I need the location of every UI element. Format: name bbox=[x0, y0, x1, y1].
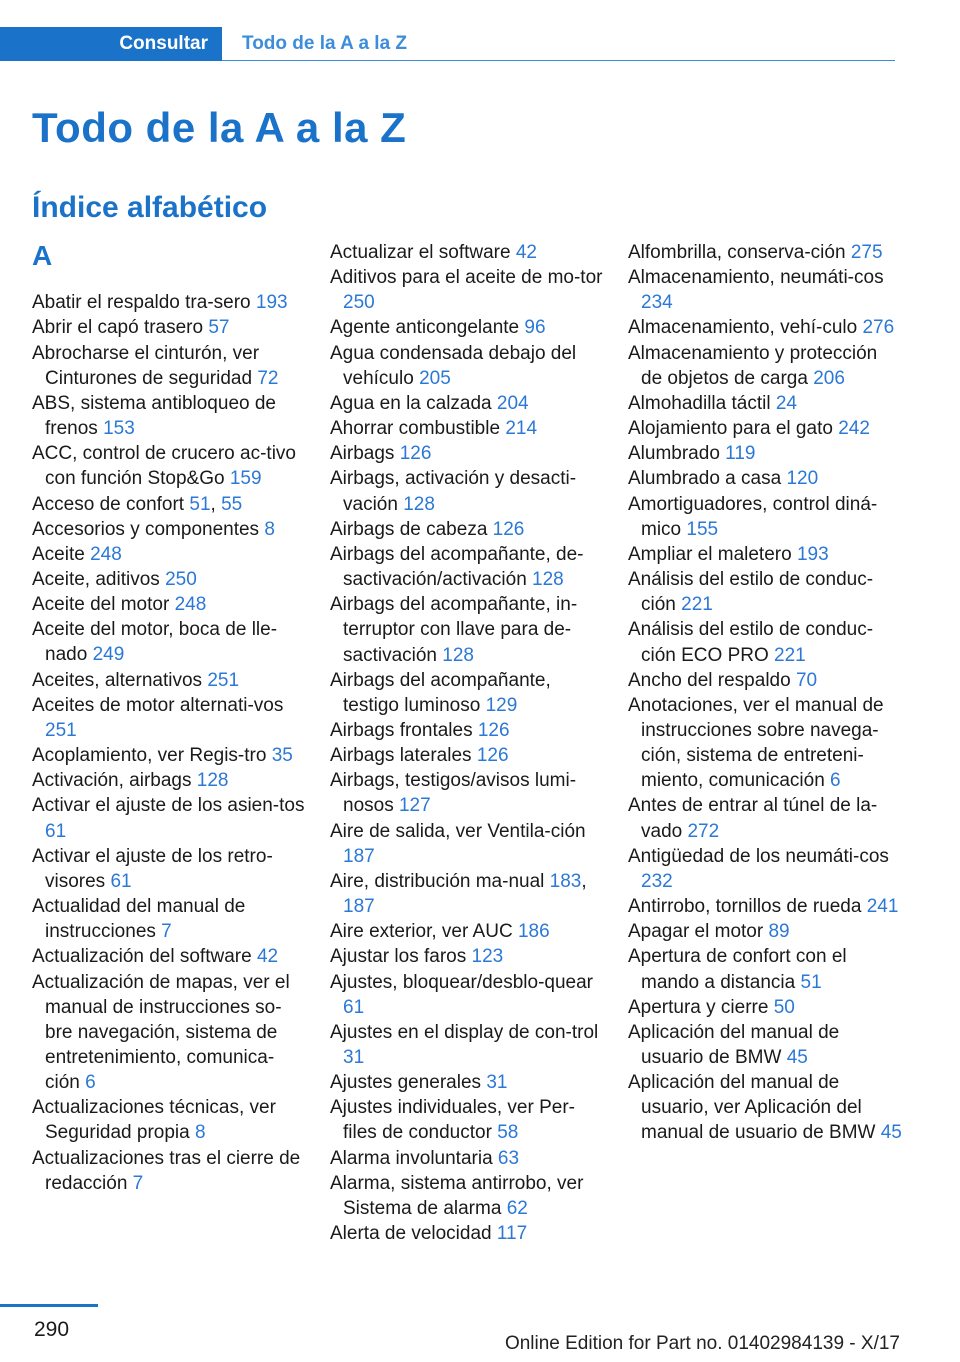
index-entry bbox=[32, 567, 307, 592]
index-entry bbox=[628, 567, 903, 617]
index-entry-term: Acceso de confort bbox=[32, 493, 185, 515]
index-entry bbox=[32, 1146, 307, 1196]
index-entry bbox=[628, 793, 903, 843]
page-link[interactable]: 126 bbox=[477, 719, 510, 741]
index-entry bbox=[32, 970, 307, 1096]
index-entry bbox=[628, 416, 903, 441]
index-entry-term: Actualizaciones tras el cierre de redacción bbox=[32, 1147, 301, 1194]
page-link[interactable]: 242 bbox=[838, 418, 870, 440]
section-tab[interactable]: Consultar bbox=[119, 33, 208, 54]
index-entry bbox=[330, 743, 605, 768]
index-entry bbox=[628, 315, 903, 340]
index-entry bbox=[628, 944, 903, 994]
index-entry-term: Almohadilla táctil bbox=[628, 392, 771, 414]
page-link[interactable]: 117 bbox=[496, 1223, 528, 1245]
index-entry bbox=[330, 970, 605, 1020]
page-header bbox=[0, 27, 895, 61]
index-entry bbox=[330, 391, 605, 416]
page-link[interactable]: 214 bbox=[505, 418, 538, 440]
index-entry-term: Alumbrado bbox=[628, 443, 720, 465]
page-link[interactable]: 63 bbox=[497, 1147, 520, 1169]
index-entry bbox=[32, 768, 307, 793]
page-link[interactable]: 204 bbox=[496, 392, 529, 414]
index-entry bbox=[330, 819, 605, 869]
index-entry bbox=[330, 341, 605, 391]
index-entry-term: Actualización de mapas, ver el manual de instrucciones so-bre navegación, sistema de entretenimiento, comunica-ción bbox=[32, 971, 290, 1094]
index-entry-term: Aceites de motor alternati-vos bbox=[32, 694, 284, 716]
page-link[interactable]: 51 bbox=[800, 971, 822, 993]
index-entry-term: Alarma, sistema antirrobo, ver Sistema de alarma bbox=[330, 1172, 584, 1219]
index-entry-term: Abrir el capó trasero bbox=[32, 317, 204, 339]
index-entry bbox=[330, 416, 605, 441]
index-entry-term: Alojamiento para el gato bbox=[628, 418, 833, 440]
index-entry-term: Aplicación del manual de usuario de BMW bbox=[628, 1021, 840, 1068]
index-entry-term: Aceite bbox=[32, 543, 85, 565]
index-entry bbox=[628, 1070, 903, 1145]
index-entry bbox=[628, 441, 903, 466]
index-entry-term: ABS, sistema antibloqueo de frenos bbox=[32, 392, 276, 440]
page-link[interactable]: 55 bbox=[221, 493, 243, 515]
index-entry bbox=[32, 391, 307, 441]
page-link[interactable]: 123 bbox=[471, 946, 504, 968]
page-link[interactable]: 61 bbox=[110, 870, 132, 892]
page-link[interactable]: 183 bbox=[549, 870, 582, 892]
index-entry bbox=[330, 517, 605, 542]
index-entry-term: Análisis del estilo de conduc-ción bbox=[628, 569, 874, 616]
page-link[interactable]: 89 bbox=[768, 921, 790, 943]
page-link[interactable]: 251 bbox=[45, 719, 77, 741]
page-link[interactable]: 42 bbox=[256, 946, 279, 968]
page-link[interactable]: 128 bbox=[442, 644, 474, 666]
index-entry bbox=[628, 668, 903, 693]
index-entry-term: Activar el ajuste de los retro-visores bbox=[32, 845, 273, 892]
index-entry bbox=[32, 341, 307, 391]
page-link[interactable]: 61 bbox=[45, 820, 67, 842]
index-entry bbox=[330, 944, 605, 969]
index-entry bbox=[628, 693, 903, 794]
index-entry: Acceso de confort 51, 55 bbox=[32, 493, 243, 515]
index-entry-term: Acoplamiento, ver Regis-tro bbox=[32, 745, 267, 767]
index-entry bbox=[628, 391, 903, 416]
index-entry bbox=[330, 542, 605, 592]
index-entry bbox=[32, 668, 307, 693]
index-entry-term: Aplicación del manual de usuario, ver Aplicación del manual de usuario de BMW bbox=[628, 1072, 876, 1144]
page-link[interactable]: 193 bbox=[796, 543, 829, 565]
index-entry-term: Aire exterior, ver AUC bbox=[330, 921, 513, 943]
page-link[interactable]: 57 bbox=[208, 317, 230, 339]
index-entry bbox=[330, 1221, 605, 1246]
header-rule bbox=[222, 60, 895, 61]
page-link[interactable]: 51 bbox=[189, 493, 211, 515]
index-entry-term: Almacenamiento, neumáti-cos bbox=[628, 267, 884, 289]
index-entry-term: Ajustar los faros bbox=[330, 946, 467, 968]
page-link[interactable]: 241 bbox=[866, 896, 899, 918]
index-entry bbox=[330, 240, 605, 265]
index-entry-term: Airbags de cabeza bbox=[330, 518, 488, 540]
page-link[interactable]: 232 bbox=[641, 870, 673, 892]
edition-note: Online Edition for Part no. 01402984139 - X/17 bbox=[504, 1333, 900, 1354]
index-entry bbox=[330, 265, 605, 315]
index-entry bbox=[32, 1095, 307, 1145]
page-link[interactable]: 7 bbox=[132, 1172, 144, 1194]
page-link[interactable]: 129 bbox=[485, 694, 518, 716]
page-link[interactable]: 250 bbox=[165, 569, 197, 591]
index-entry bbox=[330, 1095, 605, 1145]
index-entry bbox=[628, 617, 903, 667]
index-entry bbox=[330, 768, 605, 818]
index-entry-term: Alfombrilla, conserva-ción bbox=[628, 242, 846, 263]
index-entry bbox=[32, 542, 307, 567]
index-entry bbox=[330, 592, 605, 667]
page-link[interactable]: 250 bbox=[343, 292, 375, 314]
index-entry-term: Ahorrar combustible bbox=[330, 418, 501, 440]
index-entry-term: Airbags frontales bbox=[330, 719, 473, 741]
index-entry bbox=[330, 466, 605, 516]
page-link[interactable]: 275 bbox=[850, 242, 883, 263]
page-link[interactable]: 62 bbox=[506, 1197, 528, 1219]
page-link[interactable]: 221 bbox=[681, 594, 713, 616]
page-link[interactable]: 221 bbox=[774, 644, 806, 666]
index-entry-term: Airbags laterales bbox=[330, 745, 472, 767]
index-entry-term: Agua en la calzada bbox=[330, 392, 492, 414]
index-entry bbox=[32, 944, 307, 969]
page-link[interactable]: 126 bbox=[492, 518, 525, 540]
page-link[interactable]: 72 bbox=[257, 367, 279, 389]
index-entry bbox=[32, 517, 307, 542]
page-link[interactable]: 272 bbox=[687, 820, 720, 842]
page-link[interactable]: 128 bbox=[403, 493, 435, 515]
page-link[interactable]: 50 bbox=[773, 996, 795, 1018]
index-entry-term: Actualizaciones técnicas, ver Seguridad propia bbox=[32, 1097, 276, 1144]
page-link[interactable]: 206 bbox=[813, 367, 845, 389]
page-link[interactable]: 70 bbox=[795, 669, 818, 691]
index-entry bbox=[628, 919, 903, 944]
index-entry bbox=[330, 1070, 605, 1095]
page-link[interactable]: 248 bbox=[174, 594, 207, 616]
index-entry-term: Agua condensada debajo del vehículo bbox=[330, 342, 577, 389]
page-link[interactable]: 153 bbox=[103, 418, 135, 440]
page-link[interactable]: 127 bbox=[398, 795, 431, 817]
index-entry-term: Alumbrado a casa bbox=[628, 468, 782, 490]
page-link[interactable]: 35 bbox=[271, 745, 293, 767]
index-entry bbox=[330, 668, 605, 718]
page-link[interactable]: 6 bbox=[830, 770, 841, 792]
page-number: 290 bbox=[34, 1318, 70, 1341]
index-entry-term: Antirrobo, tornillos de rueda bbox=[628, 896, 862, 918]
index-entry-term: Agente anticongelante bbox=[330, 317, 520, 339]
page-link[interactable]: 45 bbox=[786, 1047, 808, 1068]
page-link[interactable]: 276 bbox=[862, 317, 895, 339]
index-entry-term: Aditivos para el aceite de mo-tor bbox=[330, 267, 603, 289]
index-entry: Aire, distribución ma-nual 183, 187 bbox=[330, 870, 587, 918]
index-entry-term: Aceites, alternativos bbox=[32, 669, 203, 691]
index-entry-term: Anotaciones, ver el manual de instrucciones sobre navega-ción, sistema de entreteni-miento, comunicación bbox=[628, 694, 884, 792]
index-entry bbox=[32, 743, 307, 768]
page-link[interactable]: 24 bbox=[775, 392, 797, 414]
index-entry bbox=[628, 492, 903, 542]
index-column-3 bbox=[628, 240, 903, 1146]
index-entry bbox=[330, 1020, 605, 1070]
index-entry-term: Apagar el motor bbox=[628, 921, 764, 943]
page-title: Todo de la A a la Z bbox=[32, 104, 407, 151]
index-entry-term: Ancho del respaldo bbox=[628, 669, 791, 691]
index-entry-term: Alerta de velocidad bbox=[330, 1223, 492, 1245]
page-link[interactable]: 128 bbox=[532, 569, 564, 591]
page-link[interactable]: 126 bbox=[476, 745, 509, 767]
page-link[interactable]: 120 bbox=[786, 468, 819, 490]
page-link[interactable]: 155 bbox=[686, 518, 719, 540]
index-subtitle: Índice alfabético bbox=[32, 191, 268, 224]
index-entry-term: Abrocharse el cinturón, ver Cinturones de seguridad bbox=[32, 342, 260, 389]
index-entry-term: Almacenamiento y protección de objetos de carga bbox=[628, 342, 878, 389]
index-entry-term: Abatir el respaldo tra-sero bbox=[32, 292, 251, 314]
page-link[interactable]: 61 bbox=[343, 996, 365, 1018]
footer-rule bbox=[0, 1304, 98, 1307]
index-entry bbox=[32, 315, 307, 340]
index-entry bbox=[330, 718, 605, 743]
index-entry-term: Antigüedad de los neumáti-cos bbox=[628, 845, 889, 867]
index-entry bbox=[32, 592, 307, 617]
index-entry bbox=[628, 844, 903, 894]
index-entry-term: Antes de entrar al túnel de la-vado bbox=[628, 795, 878, 842]
index-entry bbox=[330, 1171, 605, 1221]
index-entry-term: Aceite del motor bbox=[32, 594, 170, 616]
page-link[interactable]: 249 bbox=[92, 644, 125, 666]
index-entry-term: Actualización del software bbox=[32, 946, 252, 968]
index-entry-term: Ajustes en el display de con-trol bbox=[330, 1021, 599, 1043]
index-entry-term: Airbags, activación y desacti-vación bbox=[330, 468, 577, 515]
page-link[interactable]: 42 bbox=[515, 242, 537, 263]
index-entry bbox=[32, 793, 307, 843]
index-entry-term: Aceite, aditivos bbox=[32, 569, 160, 591]
index-entry bbox=[330, 919, 605, 944]
page-link[interactable]: 45 bbox=[880, 1122, 902, 1144]
index-entry bbox=[330, 441, 605, 466]
index-entry bbox=[628, 995, 903, 1020]
index-entry-term: Apertura y cierre bbox=[628, 996, 769, 1018]
index-entry bbox=[32, 441, 307, 491]
page-link[interactable]: 8 bbox=[195, 1122, 206, 1144]
index-entry bbox=[32, 894, 307, 944]
index-entry-term: Almacenamiento, vehí-culo bbox=[628, 317, 858, 339]
index-entry-term: Ajustes individuales, ver Per-files de conductor bbox=[330, 1097, 575, 1144]
page-link[interactable]: 96 bbox=[524, 317, 546, 339]
index-entry-term: Aceite del motor, boca de lle-nado bbox=[32, 619, 278, 666]
index-entry-term: Ajustes, bloquear/desblo-quear bbox=[330, 971, 594, 993]
page-link[interactable]: 126 bbox=[399, 443, 432, 465]
index-entry bbox=[628, 265, 903, 315]
index-column-1 bbox=[32, 240, 307, 1196]
index-entry-term: Airbags del acompañante, de-sactivación/activación bbox=[330, 543, 584, 591]
index-entry bbox=[628, 341, 903, 391]
index-entry bbox=[330, 315, 605, 340]
page-link[interactable]: 186 bbox=[517, 921, 550, 943]
index-entry bbox=[628, 894, 903, 919]
index-entry-term: Airbags, testigos/avisos lumi-nosos bbox=[330, 770, 577, 817]
index-letter-heading: A bbox=[32, 240, 53, 271]
page-link[interactable]: 119 bbox=[725, 443, 756, 465]
index-entry bbox=[32, 693, 307, 743]
index-entry bbox=[32, 617, 307, 667]
index-entry bbox=[32, 290, 307, 315]
index-entry-term: Ajustes generales bbox=[330, 1072, 482, 1094]
breadcrumb[interactable]: Todo de la A a la Z bbox=[242, 33, 408, 54]
index-entry-term: Ampliar el maletero bbox=[628, 543, 792, 565]
page-link[interactable]: 31 bbox=[486, 1072, 508, 1094]
index-entry-term: Airbags del acompañante, in-terruptor con llave para de-sactivación bbox=[330, 594, 578, 666]
index-entry-term: Amortiguadores, control diná-mico bbox=[628, 493, 878, 540]
index-entry-term: Airbags bbox=[330, 443, 395, 465]
page-link[interactable]: 58 bbox=[497, 1122, 519, 1144]
index-entry-term: Activación, airbags bbox=[32, 770, 192, 792]
page-link[interactable]: 159 bbox=[229, 468, 262, 490]
index-entry-term: Análisis del estilo de conduc-ción ECO PRO bbox=[628, 619, 874, 666]
index-entry-term: Activar el ajuste de los asien-tos bbox=[32, 795, 305, 817]
index-entry-term: ACC, control de crucero ac-tivo con función Stop&Go bbox=[32, 443, 296, 490]
page-link[interactable]: 205 bbox=[419, 367, 451, 389]
index-entry-term: Alarma involuntaria bbox=[330, 1147, 493, 1169]
index-entry bbox=[628, 240, 903, 265]
page-link[interactable]: 128 bbox=[196, 770, 229, 792]
index-entry-term: Actualizar el software bbox=[330, 242, 511, 263]
index-entry-term: Actualidad del manual de instrucciones bbox=[32, 896, 246, 943]
index-entry-term: Apertura de confort con el mando a distancia bbox=[628, 946, 847, 993]
index-entry bbox=[32, 844, 307, 894]
index-entry-term: Airbags del acompañante, testigo luminoso bbox=[330, 669, 551, 716]
page-link[interactable]: 187 bbox=[343, 845, 375, 867]
page-link[interactable]: 7 bbox=[161, 921, 172, 943]
page-link[interactable]: 248 bbox=[90, 543, 122, 565]
page-link[interactable]: 251 bbox=[207, 669, 240, 691]
index-column-2 bbox=[330, 240, 605, 1246]
page-link[interactable]: 234 bbox=[641, 292, 673, 314]
index-entry bbox=[628, 542, 903, 567]
page-link[interactable]: 31 bbox=[343, 1047, 365, 1068]
page-link[interactable]: 8 bbox=[264, 518, 275, 540]
page-link[interactable]: 6 bbox=[85, 1072, 96, 1094]
index-entry bbox=[330, 1146, 605, 1171]
index-entry bbox=[628, 466, 903, 491]
index-entry bbox=[628, 1020, 903, 1070]
index-entry-term: Aire, distribución ma-nual bbox=[330, 870, 545, 892]
page-link[interactable]: 187 bbox=[343, 896, 375, 918]
index-entry-term: Accesorios y componentes bbox=[32, 518, 260, 540]
page-link[interactable]: 193 bbox=[255, 292, 288, 314]
index-entry-term: Aire de salida, ver Ventila-ción bbox=[330, 820, 586, 842]
